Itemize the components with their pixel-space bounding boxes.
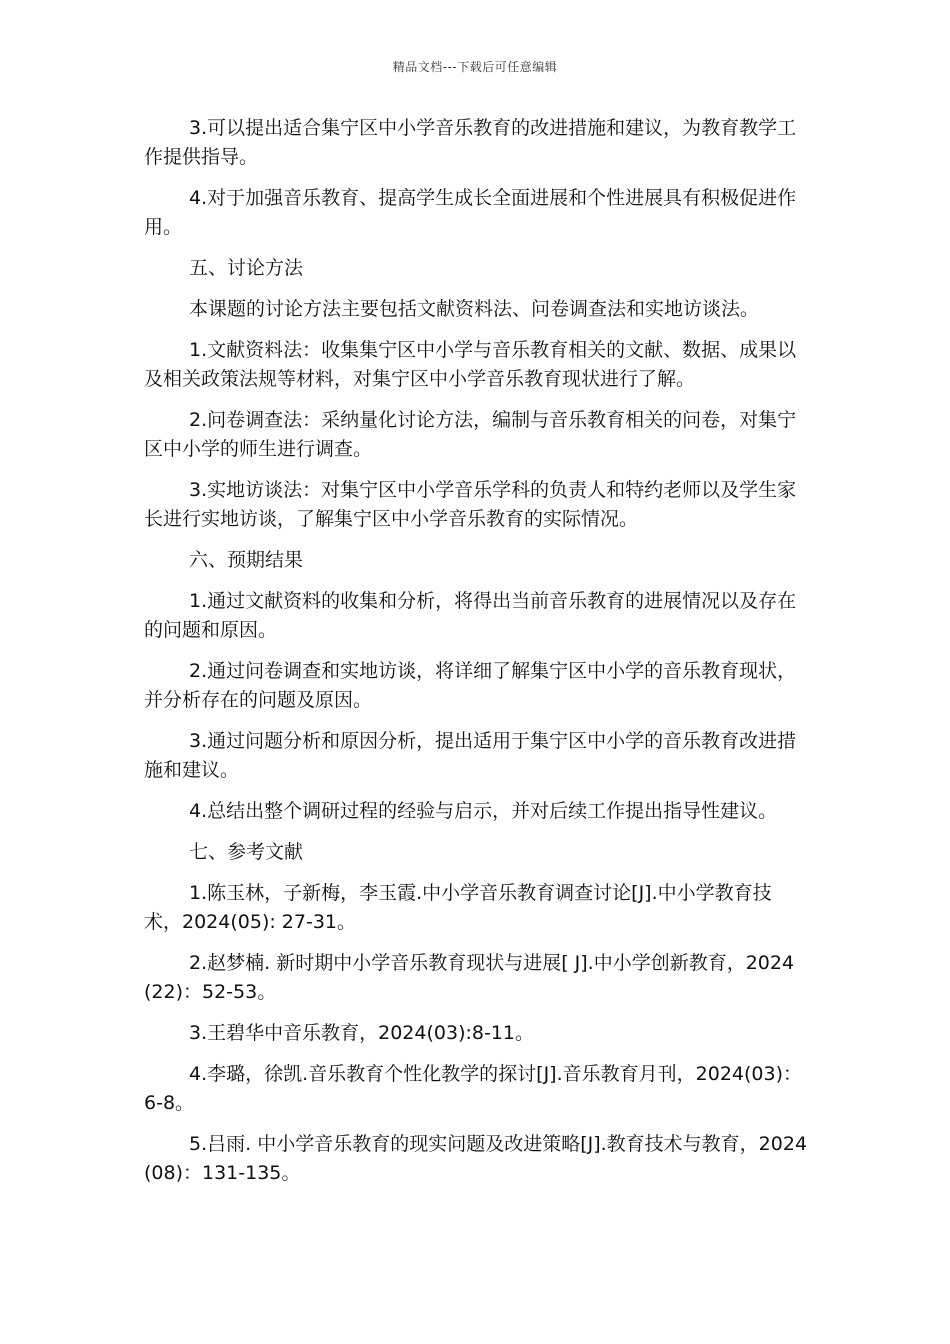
reference-item-2: 2.赵梦楠. 新时期中小学音乐教育现状与进展[ J].中小学创新教育，2024(22)：52-53。 — [144, 952, 795, 1003]
paragraph-goal-4: 4.对于加强音乐教育、提高学生成长全面进展和个性进展具有积极促进作用。 — [144, 187, 797, 238]
reference-item-5: 5.吕雨. 中小学音乐教育的现实问题及改进策略[J].教育技术与教育，2024(08)：131-135。 — [144, 1133, 808, 1184]
paragraph-goal-3: 3.可以提出适合集宁区中小学音乐教育的改进措施和建议，为教育教学工作提供指导。 — [144, 117, 797, 168]
section-heading-methods: 五、讨论方法 — [189, 257, 304, 279]
section-heading-results: 六、预期结果 — [189, 549, 304, 571]
paragraph-method-interview: 3.实地访谈法：对集宁区中小学音乐学科的负责人和特约老师以及学生家长进行实地访谈，了解集宁区中小学音乐教育的实际情况。 — [144, 479, 797, 530]
paragraph-method-survey: 2.问卷调查法：采纳量化讨论方法，编制与音乐教育相关的问卷，对集宁区中小学的师生进行调查。 — [144, 409, 797, 460]
page-header: 精品文档---下载后可任意编辑 — [392, 60, 558, 74]
reference-item-4: 4.李璐，徐凯.音乐教育个性化教学的探讨[J].音乐教育月刊，2024(03)：6-8。 — [144, 1063, 802, 1114]
reference-item-1: 1.陈玉林，子新梅，李玉霞.中小学音乐教育调查讨论[J].中小学教育技术，2024(05): 27-31。 — [144, 882, 772, 933]
paragraph-result-4: 4.总结出整个调研过程的经验与启示，并对后续工作提出指导性建议。 — [189, 800, 778, 822]
paragraph-result-3: 3.通过问题分析和原因分析，提出适用于集宁区中小学的音乐教育改进措施和建议。 — [144, 730, 797, 781]
reference-item-3: 3.王碧华中音乐教育，2024(03):8-11。 — [189, 1022, 535, 1044]
paragraph-result-1: 1.通过文献资料的收集和分析，将得出当前音乐教育的进展情况以及存在的问题和原因。 — [144, 590, 797, 641]
paragraph-methods-intro: 本课题的讨论方法主要包括文献资料法、问卷调查法和实地访谈法。 — [189, 298, 760, 320]
document-body — [144, 114, 809, 1200]
paragraph-method-literature: 1.文献资料法：收集集宁区中小学与音乐教育相关的文献、数据、成果以及相关政策法规等材料，对集宁区中小学音乐教育现状进行了解。 — [144, 339, 797, 390]
paragraph-result-2: 2.通过问卷调查和实地访谈，将详细了解集宁区中小学的音乐教育现状，并分析存在的问题及原因。 — [144, 660, 797, 711]
section-heading-references: 七、参考文献 — [189, 841, 304, 863]
